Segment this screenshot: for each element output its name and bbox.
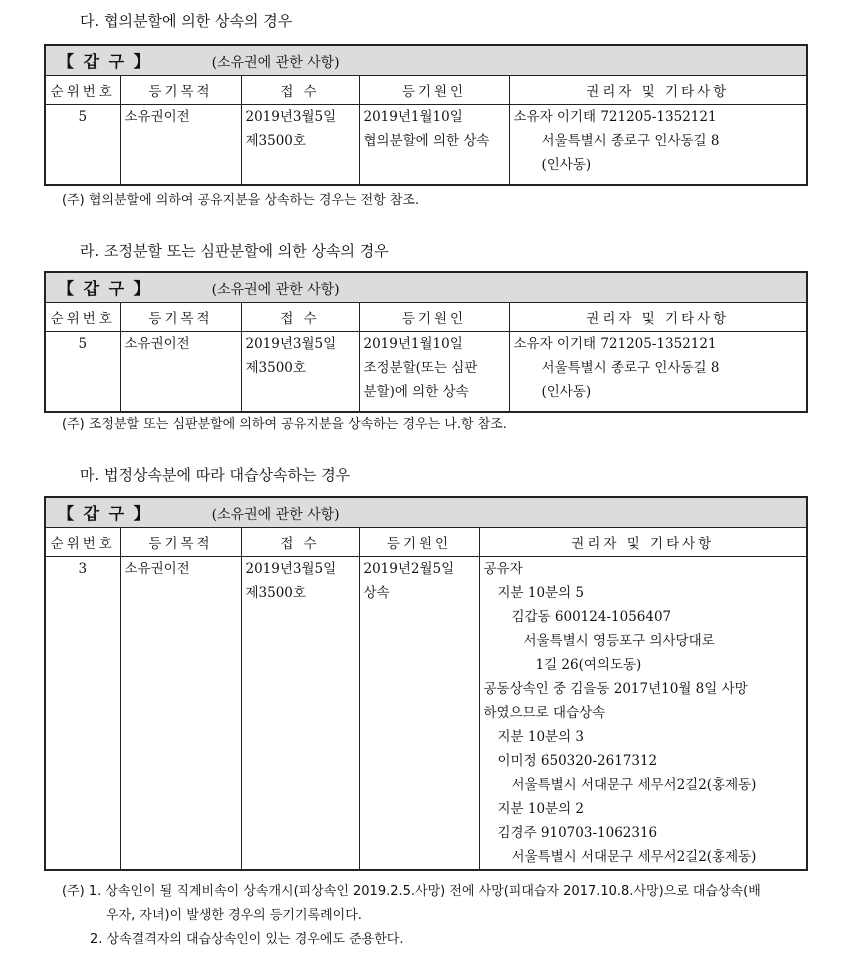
- section-ra-heading: 라. 조정분할 또는 심판분할에 의한 상속의 경우: [80, 242, 389, 260]
- register-table-ra: [44, 271, 808, 413]
- cause-text: 상속: [363, 585, 390, 601]
- address-line-2: (인사동): [541, 157, 592, 173]
- address-line: 서울특별시 서대문구 세무서2길2(홍제동): [511, 849, 757, 865]
- address-line-2: 1길 26(여의도동): [535, 657, 642, 673]
- address-line: 서울특별시 종로구 인사동길 8: [541, 360, 720, 376]
- receipt-cell: [241, 332, 359, 412]
- gab-title-row: [45, 272, 807, 303]
- gab-title: 【 갑 구 】: [58, 279, 152, 298]
- purpose-cell: 소유권이전: [120, 105, 241, 185]
- purpose-cell: 소유권이전: [120, 557, 241, 871]
- share-line: 지분 10분의 3: [497, 729, 585, 745]
- table-row: [45, 332, 807, 412]
- header-rank: 순위번호: [45, 528, 120, 557]
- cause-text: 조정분할(또는 심판: [363, 360, 478, 376]
- header-cause: 등기원인: [359, 76, 509, 105]
- header-receipt: 접 수: [241, 76, 359, 105]
- cause-text-2: 분할)에 의한 상속: [363, 384, 469, 400]
- cause-date: 2019년1월10일: [363, 109, 463, 125]
- section-da-note: (주) 협의분할에 의하여 공유지분을 상속하는 경우는 전항 참조.: [62, 193, 420, 208]
- cause-cell: [359, 105, 509, 185]
- owner-line: 김경주 910703-1062316: [497, 825, 658, 841]
- gab-subtitle: (소유권에 관한 사항): [211, 282, 340, 298]
- cause-date: 2019년2월5일: [363, 561, 455, 577]
- cause-text: 협의분할에 의한 상속: [363, 133, 490, 149]
- receipt-cell: [241, 557, 359, 871]
- receipt-number: 제3500호: [245, 585, 306, 601]
- header-row: [45, 76, 807, 105]
- header-rights: 권리자 및 기타사항: [479, 528, 807, 557]
- receipt-number: 제3500호: [245, 133, 306, 149]
- receipt-cell: [241, 105, 359, 185]
- section-ma-heading: 마. 법정상속분에 따라 대습상속하는 경우: [80, 466, 351, 484]
- note-line-2: 우자, 자녀)이 발생한 경우의 등기기록례이다.: [106, 908, 362, 923]
- share-line: 지분 10분의 5: [497, 585, 585, 601]
- cause-date: 2019년1월10일: [363, 336, 463, 352]
- header-rank: 순위번호: [45, 303, 120, 332]
- header-purpose: 등기목적: [120, 76, 241, 105]
- section-ra-note: (주) 조정분할 또는 심판분할에 의하여 공유지분을 상속하는 경우는 나.항 참조.: [62, 417, 507, 432]
- owner-line: 소유자 이기태 721205-1352121: [513, 336, 717, 352]
- cause-cell: [359, 557, 479, 871]
- gab-subtitle: (소유권에 관한 사항): [211, 55, 340, 71]
- inheritance-note-2: 하였으므로 대습상속: [483, 705, 606, 721]
- header-row: [45, 528, 807, 557]
- address-line: 서울특별시 서대문구 세무서2길2(홍제동): [511, 777, 757, 793]
- rank-cell: 5: [45, 105, 120, 185]
- address-line: 서울특별시 영등포구 의사당대로: [523, 633, 715, 649]
- header-cause: 등기원인: [359, 303, 509, 332]
- address-line-2: (인사동): [541, 384, 592, 400]
- header-purpose: 등기목적: [120, 528, 241, 557]
- receipt-date: 2019년3월5일: [245, 561, 337, 577]
- section-da-heading: 다. 협의분할에 의한 상속의 경우: [80, 12, 293, 30]
- rank-cell: 5: [45, 332, 120, 412]
- rank-cell: 3: [45, 557, 120, 871]
- receipt-date: 2019년3월5일: [245, 109, 337, 125]
- co-owner-label: 공유자: [483, 561, 523, 577]
- gab-subtitle: (소유권에 관한 사항): [211, 507, 340, 523]
- header-rights: 권리자 및 기타사항: [509, 76, 807, 105]
- register-table-ma: [44, 496, 808, 871]
- rights-cell: [509, 332, 807, 412]
- share-line: 지분 10분의 2: [497, 801, 585, 817]
- header-purpose: 등기목적: [120, 303, 241, 332]
- table-row: [45, 557, 807, 871]
- header-receipt: 접 수: [241, 528, 359, 557]
- owner-line: 소유자 이기태 721205-1352121: [513, 109, 717, 125]
- purpose-cell: 소유권이전: [120, 332, 241, 412]
- gab-title: 【 갑 구 】: [58, 504, 152, 523]
- header-row: [45, 303, 807, 332]
- receipt-number: 제3500호: [245, 360, 306, 376]
- gab-title: 【 갑 구 】: [58, 52, 152, 71]
- owner-line: 김갑동 600124-1056407: [511, 609, 672, 625]
- table-row: [45, 105, 807, 185]
- section-ma-notes: [62, 880, 761, 952]
- register-table-da: [44, 44, 808, 186]
- header-rank: 순위번호: [45, 76, 120, 105]
- note-line-3: 2. 상속결격자의 대습상속인이 있는 경우에도 준용한다.: [90, 932, 404, 947]
- receipt-date: 2019년3월5일: [245, 336, 337, 352]
- inheritance-note: 공동상속인 중 김을동 2017년10월 8일 사망: [483, 681, 748, 697]
- owner-line: 이미정 650320-2617312: [497, 753, 658, 769]
- header-rights: 권리자 및 기타사항: [509, 303, 807, 332]
- header-cause: 등기원인: [359, 528, 479, 557]
- rights-cell: [479, 557, 807, 871]
- rights-cell: [509, 105, 807, 185]
- header-receipt: 접 수: [241, 303, 359, 332]
- gab-title-row: [45, 497, 807, 528]
- note-line-1: (주) 1. 상속인이 될 직계비속이 상속개시(피상속인 2019.2.5.사망) 전에 사망(피대습자 2017.10.8.사망)으로 대습상속(배: [62, 884, 761, 899]
- cause-cell: [359, 332, 509, 412]
- gab-title-row: [45, 45, 807, 76]
- address-line: 서울특별시 종로구 인사동길 8: [541, 133, 720, 149]
